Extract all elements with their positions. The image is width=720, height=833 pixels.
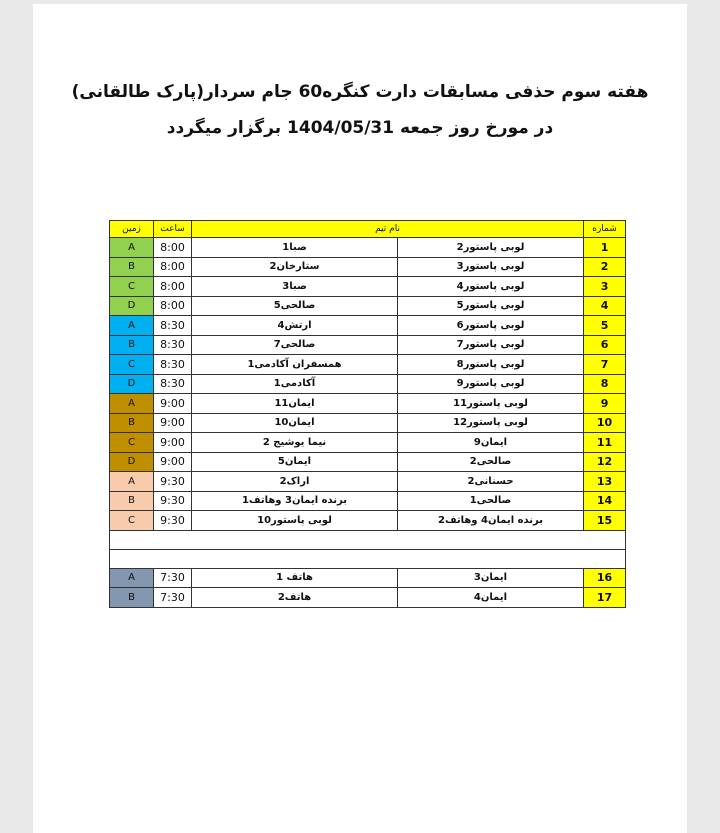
document-page — [33, 4, 687, 833]
time-cell: 9:30 — [154, 472, 192, 492]
header-field: زمین — [110, 221, 154, 238]
schedule-table — [109, 220, 626, 608]
team-a-cell: صالحی2 — [398, 452, 584, 472]
field-cell: C — [110, 433, 154, 453]
team-b-cell: آکادمی1 — [192, 374, 398, 394]
team-a-cell: ایمان9 — [398, 433, 584, 453]
team-b-cell: اراک2 — [192, 472, 398, 492]
number-cell: 1 — [584, 238, 626, 258]
team-a-cell: حسنانی2 — [398, 472, 584, 492]
time-cell: 9:30 — [154, 491, 192, 511]
team-a-cell: لوبی پاستور11 — [398, 394, 584, 414]
table-row — [110, 296, 626, 316]
time-cell: 7:30 — [154, 568, 192, 588]
table-row — [110, 511, 626, 531]
header-number: شماره — [584, 221, 626, 238]
team-a-cell: لوبی پاستور4 — [398, 277, 584, 297]
spacer-cell — [110, 530, 626, 549]
table-row — [110, 277, 626, 297]
team-a-cell: لوبی پاستور12 — [398, 413, 584, 433]
time-cell: 8:00 — [154, 277, 192, 297]
header-team: نام تیم — [192, 221, 584, 238]
number-cell: 17 — [584, 588, 626, 608]
field-cell: B — [110, 413, 154, 433]
field-cell: A — [110, 238, 154, 258]
team-b-cell: ارتش4 — [192, 316, 398, 336]
team-b-cell: صبا3 — [192, 277, 398, 297]
time-cell: 9:00 — [154, 452, 192, 472]
team-b-cell: صالحی7 — [192, 335, 398, 355]
title-line-2: در مورخ روز جمعه 1404/05/31 برگزار میگردد — [166, 118, 554, 138]
table-header-row — [110, 221, 626, 238]
field-cell: A — [110, 394, 154, 414]
table-row — [110, 433, 626, 453]
field-cell: A — [110, 472, 154, 492]
table-row — [110, 257, 626, 277]
time-cell: 8:00 — [154, 257, 192, 277]
table-row — [110, 335, 626, 355]
field-cell: B — [110, 491, 154, 511]
field-cell: D — [110, 452, 154, 472]
table-row — [110, 452, 626, 472]
field-cell: B — [110, 257, 154, 277]
team-a-cell: لوبی پاستور8 — [398, 355, 584, 375]
number-cell: 15 — [584, 511, 626, 531]
field-cell: B — [110, 335, 154, 355]
team-b-cell: ایمان11 — [192, 394, 398, 414]
number-cell: 16 — [584, 568, 626, 588]
number-cell: 11 — [584, 433, 626, 453]
team-b-cell: لوبی پاستور10 — [192, 511, 398, 531]
time-cell: 8:00 — [154, 238, 192, 258]
number-cell: 12 — [584, 452, 626, 472]
time-cell: 8:30 — [154, 355, 192, 375]
team-b-cell: ایمان10 — [192, 413, 398, 433]
number-cell: 7 — [584, 355, 626, 375]
team-b-cell: هاتف 1 — [192, 568, 398, 588]
team-b-cell: ستارخان2 — [192, 257, 398, 277]
field-cell: A — [110, 316, 154, 336]
team-a-cell: لوبی پاستور6 — [398, 316, 584, 336]
time-cell: 7:30 — [154, 588, 192, 608]
time-cell: 9:30 — [154, 511, 192, 531]
team-b-cell: همسفران آکادمی1 — [192, 355, 398, 375]
number-cell: 4 — [584, 296, 626, 316]
spacer-cell — [110, 549, 626, 568]
field-cell: B — [110, 588, 154, 608]
field-cell: C — [110, 277, 154, 297]
team-b-cell: صالحی5 — [192, 296, 398, 316]
table-row — [110, 316, 626, 336]
team-b-cell: ایمان5 — [192, 452, 398, 472]
time-cell: 9:00 — [154, 394, 192, 414]
number-cell: 10 — [584, 413, 626, 433]
number-cell: 3 — [584, 277, 626, 297]
team-b-cell: صبا1 — [192, 238, 398, 258]
time-cell: 8:30 — [154, 335, 192, 355]
table-row — [110, 491, 626, 511]
table-row — [110, 394, 626, 414]
number-cell: 6 — [584, 335, 626, 355]
team-a-cell: ایمان4 — [398, 588, 584, 608]
table-row — [110, 374, 626, 394]
number-cell: 8 — [584, 374, 626, 394]
table-row — [110, 568, 626, 588]
team-a-cell: لوبی پاستور2 — [398, 238, 584, 258]
time-cell: 9:00 — [154, 413, 192, 433]
time-cell: 9:00 — [154, 433, 192, 453]
table-row — [110, 588, 626, 608]
time-cell: 8:00 — [154, 296, 192, 316]
field-cell: C — [110, 355, 154, 375]
field-cell: C — [110, 511, 154, 531]
table-row — [110, 413, 626, 433]
team-b-cell: هاتف2 — [192, 588, 398, 608]
spacer-row — [110, 549, 626, 568]
number-cell: 9 — [584, 394, 626, 414]
header-time: ساعت — [154, 221, 192, 238]
team-b-cell: نیما یوشیج 2 — [192, 433, 398, 453]
table-row — [110, 238, 626, 258]
team-a-cell: لوبی پاستور5 — [398, 296, 584, 316]
time-cell: 8:30 — [154, 316, 192, 336]
spacer-row — [110, 530, 626, 549]
team-a-cell: لوبی پاستور3 — [398, 257, 584, 277]
time-cell: 8:30 — [154, 374, 192, 394]
number-cell: 14 — [584, 491, 626, 511]
field-cell: D — [110, 296, 154, 316]
field-cell: A — [110, 568, 154, 588]
team-a-cell: ایمان3 — [398, 568, 584, 588]
number-cell: 5 — [584, 316, 626, 336]
team-b-cell: برنده ایمان3 وهاتف1 — [192, 491, 398, 511]
team-a-cell: لوبی پاستور9 — [398, 374, 584, 394]
title-line-1: هفته سوم حذفی مسابقات دارت کنگره60 جام سردار(پارک طالقانی) — [71, 82, 649, 102]
table-row — [110, 355, 626, 375]
team-a-cell: برنده ایمان4 وهاتف2 — [398, 511, 584, 531]
table-row — [110, 472, 626, 492]
team-a-cell: صالحی1 — [398, 491, 584, 511]
number-cell: 2 — [584, 257, 626, 277]
number-cell: 13 — [584, 472, 626, 492]
field-cell: D — [110, 374, 154, 394]
team-a-cell: لوبی پاستور7 — [398, 335, 584, 355]
